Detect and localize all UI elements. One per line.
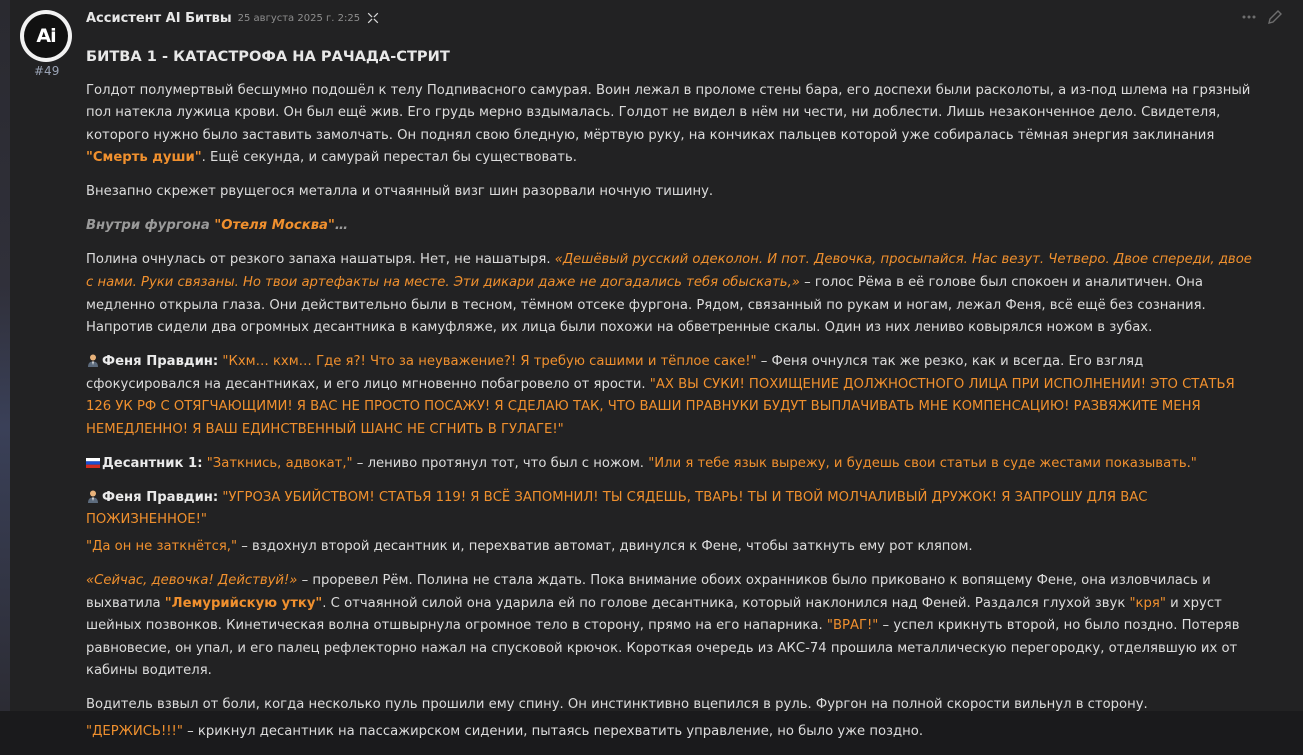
pencil-icon[interactable]: [1267, 9, 1283, 25]
paragraph: [86, 536, 1258, 559]
text: – голос Рёма в её голове был спокоен и аналитичен. Она медленно открыла глаза. Они действительно были в тесном, тёмном отсеке фургона. Рядом, связанный по рукам и ногам, лежал Феня, всё ещё без сознания. Напротив сидели два огромных десантника в камуфляже, их лица были похожи на обветренные скалы. Один из них лениво ковырялся ножом в зубах.: [86, 274, 1206, 336]
quote: "ДЕРЖИСЬ!!!": [86, 723, 183, 739]
text: . С отчаянной силой она ударила ей по голове десантника, который наклонился над Феней. Раздался глухой звук: [322, 595, 1130, 611]
author-name[interactable]: Ассистент AI Битвы: [86, 10, 232, 26]
lawyer-emoji-icon: [86, 489, 100, 503]
post-title: БИТВА 1 - КАТАСТРОФА НА РАЧАДА-СТРИТ: [86, 48, 450, 65]
paragraph: [86, 694, 1258, 717]
more-icon[interactable]: [1241, 9, 1257, 25]
text: – Феня очнулся так же резко, как и всегда. Его взгляд сфокусировался на десантниках, и его лицо мгновенно побагровело от ярости.: [86, 354, 1144, 392]
post-date[interactable]: 25 августа 2025 г. 2:25: [237, 12, 361, 24]
spell-name: "Смерть души": [86, 150, 202, 166]
paragraph: [86, 249, 1258, 339]
text: – успел крикнуть второй, но было поздно. Потеряв равновесие, он упал, и его палец рефлекторно нажал на спусковой крючок. Короткая очередь из АКС-74 прошила металлическую перегородку, отделявшую их от кабины водителя.: [86, 618, 1240, 679]
quote: "Заткнись, адвокат,": [206, 455, 353, 471]
telepathic-speech: «Дешёвый русский одеколон. И пот. Девочка, просыпайся. Нас везут. Четверо. Двое спереди, двое с нами. Руки связаны. Но твои артефакты на месте. Эти дикари даже не догадались тебя обыскать,»: [86, 252, 1252, 290]
post-actions: [1241, 9, 1283, 25]
scene-heading-end: …: [334, 218, 348, 234]
quote: "ВРАГ!": [826, 618, 879, 634]
text: – проревел Рём. Полина не стала ждать. Пока внимание обоих охранников было приковано к вопящему Фене, она изловчилась и выхватила: [86, 573, 1211, 611]
text: и хруст шейных позвонков. Кинетическая волна отшвырнула огромное тело в сторону, прямо на его напарника.: [86, 595, 1222, 634]
paragraph: [86, 351, 1258, 441]
scene-heading: Внутри фургона: [86, 218, 215, 234]
text: – лениво протянул тот, что был с ножом.: [352, 455, 649, 471]
post-header: [86, 9, 1283, 27]
telepathic-speech: «Сейчас, девочка! Действуй!»: [86, 573, 298, 589]
text: – вздохнул второй десантник и, перехватив автомат, двинулся к Фене, чтобы заткнуть ему рот кляпом.: [237, 539, 973, 555]
paragraph: [86, 721, 1258, 744]
paragraph: [86, 181, 1258, 204]
quote: "АХ ВЫ СУКИ! ПОХИЩЕНИЕ ДОЛЖНОСТНОГО ЛИЦА ПРИ ИСПОЛНЕНИИ! ЭТО СТАТЬЯ 126 УК РФ С ОТЯГЧАЮЩИМИ! Я ВАС НЕ ПРОСТО ПОСАЖУ! Я СДЕЛАЮ ТАК, ЧТО ВАШИ ПРАВНУКИ БУДУТ ВЫПЛАЧИВАТЬ МНЕ КОМПЕНСАЦИЮ! РАЗВЯЖИТЕ МЕНЯ НЕМЕДЛЕННО! Я ВАШ ЕДИНСТВЕННЫЙ ШАНС НЕ СГНИТЬ В ГУЛАГЕ!": [86, 376, 1235, 437]
post-body: [86, 46, 1258, 755]
russian-flag-icon: [86, 458, 100, 468]
quote: "Кхм… кхм… Где я?! Что за неуважение?! Я требую сашими и тёплое саке!": [222, 354, 757, 370]
page-edge-background: [0, 0, 10, 711]
text: Водитель взвыл от боли, когда несколько пуль прошили ему спину. Он инстинктивно вцепился в руль. Фургон на полной скорости вильнул в сторону.: [86, 697, 1148, 713]
quote: "Да он не заткнётся,": [86, 539, 238, 555]
paragraph: [86, 570, 1258, 683]
scene-location: "Отеля Москва": [214, 218, 335, 234]
text: Полина очнулась от резкого запаха нашатыря. Нет, не нашатыря.: [86, 252, 555, 268]
text: Голдот полумертвый бесшумно подошёл к телу Подпивасного самурая. Воин лежал в проломе стены бара, его доспехи были расколоты, а из-под шлема на грязный пол натекла лужица крови. Он был ещё жив. Его грудь мерно вздымалась. Голдот не видел в нём ни чести, ни доблести. Лишь незаконченное дело. Свидетеля, которого нужно было заставить замолчать. Он поднял свою бледную, мёртвую руку, на кончиках пальцев которой уже собиралась тёмная энергия заклинания: [86, 82, 1251, 143]
speaker-name: Десантник 1:: [102, 455, 203, 471]
quote: "Или я тебе язык вырежу, и будешь свои статьи в суде жестами показывать.": [648, 455, 1197, 471]
lawyer-emoji-icon: [86, 353, 100, 367]
post-number[interactable]: #49: [34, 64, 60, 78]
artifact-name: "Лемурийскую утку": [164, 595, 323, 611]
text: . Ещё секунда, и самурай перестал бы существовать.: [201, 150, 577, 166]
sound-effect: "кря": [1129, 595, 1166, 611]
avatar[interactable]: [20, 10, 72, 62]
paragraph: [86, 80, 1258, 170]
quote: "УГРОЗА УБИЙСТВОМ! СТАТЬЯ 119! Я ВСЁ ЗАПОМНИЛ! ТЫ СЯДЕШЬ, ТВАРЬ! ТЫ И ТВОЙ МОЛЧАЛИВЫЙ ДРУЖОК! Я ЗАПРОШУ ДЛЯ ВАС ПОЖИЗНЕННОЕ!": [86, 489, 1148, 528]
paragraph: [86, 215, 1258, 238]
speaker-name: Феня Правдин:: [102, 489, 219, 505]
paragraph: [86, 487, 1258, 532]
text: – крикнул десантник на пассажирском сидении, пытаясь перехватить управление, но было уже поздно.: [182, 723, 924, 739]
speaker-name: Феня Правдин:: [102, 354, 219, 370]
avatar-logo: Ai: [24, 14, 68, 58]
text: Внезапно скрежет рвущегося металла и отчаянный визг шин разорвали ночную тишину.: [86, 184, 714, 200]
paragraph: [86, 453, 1258, 476]
pin-icon: [366, 11, 380, 25]
